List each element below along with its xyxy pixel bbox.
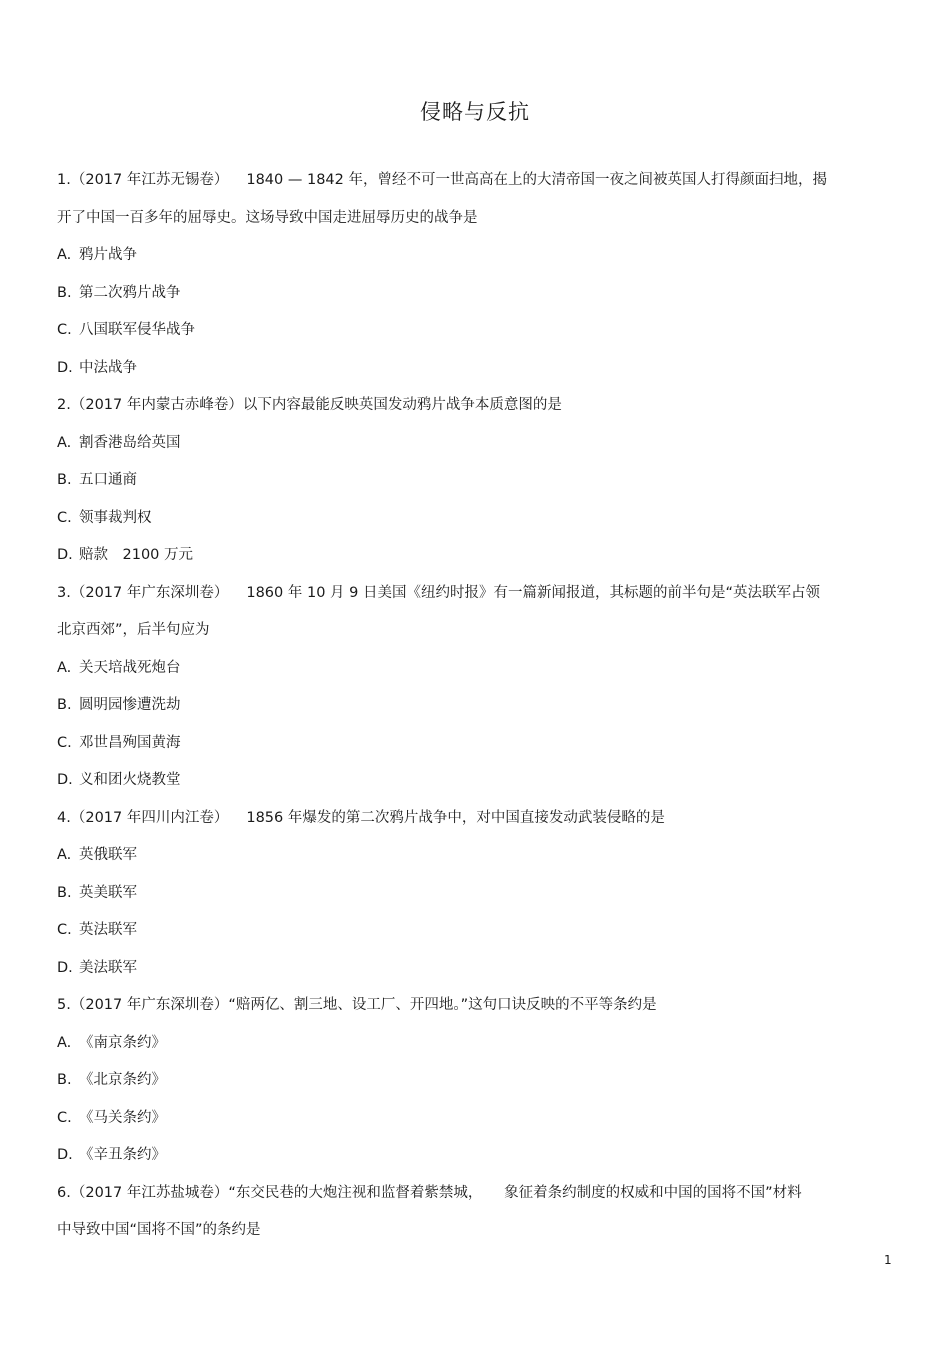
question-source: （2017 年四川内江卷） xyxy=(70,809,229,826)
option-letter: C. xyxy=(57,509,72,526)
question-number: 6. xyxy=(57,1184,71,1201)
question-source: （2017 年江苏无锡卷） xyxy=(70,172,229,188)
question-4-option-b xyxy=(57,883,857,921)
question-2-option-b xyxy=(57,470,857,508)
page-number: 1 xyxy=(884,1253,892,1267)
question-6-stem-line-2: 中导致中国“国将不国”的条约是 xyxy=(57,1222,261,1238)
question-stem: “东交民巷的大炮注视和监督着紫禁城， 象征着条约制度的权威和中国的国将不国”材料 xyxy=(228,1184,802,1201)
question-stem: 1840 — 1842 年，曾经不可一世高高在上的大清帝国一夜之间被英国人打得颜面扫地，揭 xyxy=(246,172,827,188)
option-letter: B. xyxy=(57,697,72,713)
question-number: 4. xyxy=(57,809,71,826)
option-text: 第二次鸦片战争 xyxy=(79,284,181,301)
option-letter: B. xyxy=(57,472,72,488)
question-number: 1. xyxy=(57,172,71,188)
option-text: 五口通商 xyxy=(79,472,137,488)
option-letter: B. xyxy=(57,1072,72,1088)
question-number: 3. xyxy=(57,584,71,601)
question-source: （2017 年内蒙古赤峰卷） xyxy=(70,397,243,413)
question-4-stem-line-1 xyxy=(57,808,857,846)
question-3-option-b xyxy=(57,695,857,733)
question-1-stem-line-1 xyxy=(57,170,857,208)
option-letter: D. xyxy=(57,772,73,788)
option-letter: B. xyxy=(57,284,72,301)
question-5-option-c xyxy=(57,1108,857,1146)
question-4-option-a xyxy=(57,845,857,883)
option-text: 割香港岛给英国 xyxy=(79,434,181,451)
option-letter: A. xyxy=(57,659,72,676)
option-letter: C. xyxy=(57,922,72,938)
option-text: 《马关条约》 xyxy=(79,1109,166,1126)
question-5-option-d xyxy=(57,1145,857,1183)
option-letter: A. xyxy=(57,1034,72,1051)
question-3-stem-line-2: 北京西郊”，后半句应为 xyxy=(57,622,210,638)
option-letter: C. xyxy=(57,322,72,338)
question-5-option-b xyxy=(57,1070,857,1108)
question-3-option-c xyxy=(57,733,857,771)
question-source: （2017 年广东深圳卷） xyxy=(70,584,229,601)
option-letter: D. xyxy=(57,959,73,976)
question-2-option-d xyxy=(57,545,857,583)
option-letter: B. xyxy=(57,884,72,901)
question-1-option-d xyxy=(57,358,857,396)
option-letter: D. xyxy=(57,359,73,376)
option-text: 义和团火烧教堂 xyxy=(79,772,181,788)
option-text: 中法战争 xyxy=(79,359,137,376)
question-stem: 以下内容最能反映英国发动鸦片战争本质意图的是 xyxy=(242,397,562,413)
question-source: （2017 年江苏盐城卷） xyxy=(70,1184,229,1201)
option-text: 圆明园惨遭洗劫 xyxy=(79,697,181,713)
option-text: 八国联军侵华战争 xyxy=(79,322,195,338)
question-2-option-a xyxy=(57,433,857,471)
option-text: 《北京条约》 xyxy=(79,1072,166,1088)
option-letter: A. xyxy=(57,434,72,451)
question-3-stem-line-1 xyxy=(57,583,857,621)
option-letter: C. xyxy=(57,734,72,751)
question-1-option-a xyxy=(57,245,857,283)
option-text: 《辛丑条约》 xyxy=(79,1147,166,1163)
question-stem: “赔两亿、割三地、设工厂、开四地。”这句口诀反映的不平等条约是 xyxy=(228,997,657,1013)
option-text: 英俄联军 xyxy=(79,847,137,863)
option-text: 关天培战死炮台 xyxy=(79,659,181,676)
option-text: 英美联军 xyxy=(79,884,137,901)
page-title: 侵略与反抗 xyxy=(420,100,530,124)
option-text: 鸦片战争 xyxy=(79,247,137,263)
option-letter: A. xyxy=(57,247,72,263)
question-list xyxy=(57,170,857,1258)
option-letter: D. xyxy=(57,1147,73,1163)
option-text: 英法联军 xyxy=(79,922,137,938)
question-1-stem-line-2: 开了中国一百多年的屈辱史。这场导致中国走进屈辱历史的战争是 xyxy=(57,209,478,226)
option-letter: A. xyxy=(57,847,72,863)
option-letter: D. xyxy=(57,547,73,563)
option-text: 《南京条约》 xyxy=(79,1034,166,1051)
question-2-option-c xyxy=(57,508,857,546)
question-1-option-b xyxy=(57,283,857,321)
option-text: 美法联军 xyxy=(79,959,137,976)
question-number: 5. xyxy=(57,997,71,1013)
question-2-stem-line-1 xyxy=(57,395,857,433)
question-5-stem-line-1 xyxy=(57,995,857,1033)
option-text: 赔款 2100 万元 xyxy=(79,547,194,563)
option-text: 邓世昌殉国黄海 xyxy=(79,734,181,751)
question-number: 2. xyxy=(57,397,71,413)
question-stem: 1856 年爆发的第二次鸦片战争中，对中国直接发动武装侵略的是 xyxy=(246,809,665,826)
option-letter: C. xyxy=(57,1109,72,1126)
question-3-option-a xyxy=(57,658,857,696)
option-text: 领事裁判权 xyxy=(79,509,152,526)
question-6-stem-line-1 xyxy=(57,1183,857,1221)
question-1-option-c xyxy=(57,320,857,358)
question-stem: 1860 年 10 月 9 日美国《纽约时报》有一篇新闻报道，其标题的前半句是“英法联军占领 xyxy=(246,584,820,601)
question-4-option-c xyxy=(57,920,857,958)
question-3-option-d xyxy=(57,770,857,808)
question-source: （2017 年广东深圳卷） xyxy=(70,997,229,1013)
question-5-option-a xyxy=(57,1033,857,1071)
question-4-option-d xyxy=(57,958,857,996)
